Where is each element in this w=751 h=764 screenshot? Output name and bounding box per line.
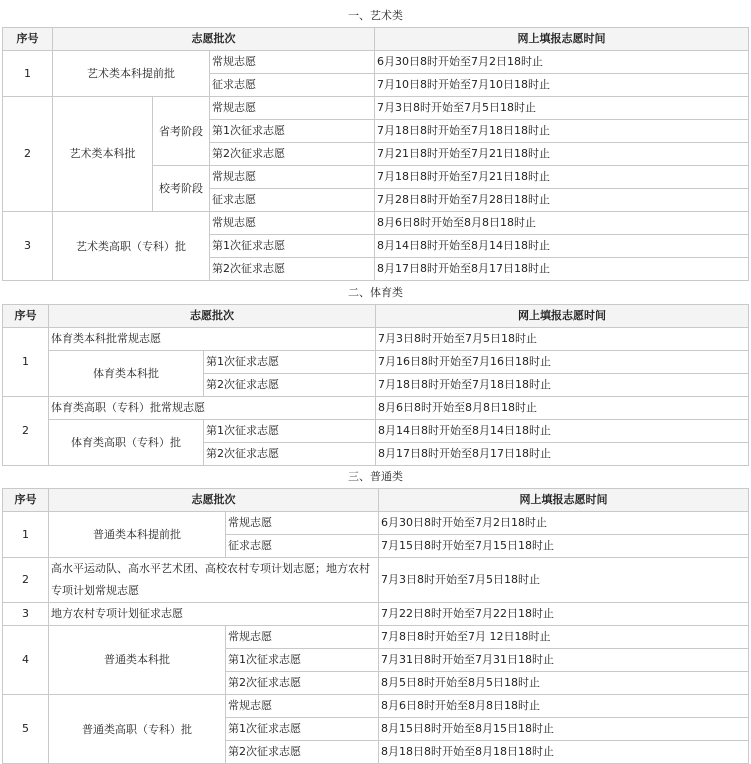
fill-time: 7月18日8时开始至7月18日18时止 <box>375 120 749 143</box>
art-section-title: 一、艺术类 <box>348 9 403 22</box>
volunteer-type: 第1次征求志愿 <box>204 420 376 443</box>
volunteer-type: 第2次征求志愿 <box>210 258 375 281</box>
fill-time: 8月6日8时开始至8月8日18时止 <box>376 397 749 420</box>
volunteer-type: 第2次征求志愿 <box>226 741 379 764</box>
volunteer-type: 常规志愿 <box>210 166 375 189</box>
volunteer-type: 常规志愿 <box>210 97 375 120</box>
table-row <box>3 397 749 420</box>
general-table <box>2 488 749 764</box>
batch-name: 普通类本科提前批 <box>49 512 226 558</box>
general-section-title: 三、普通类 <box>348 470 403 483</box>
header-time: 网上填报志愿时间 <box>375 28 749 51</box>
volunteer-type: 第2次征求志愿 <box>204 443 376 466</box>
fill-time: 7月21日8时开始至7月21日18时止 <box>375 143 749 166</box>
volunteer-type: 第1次征求志愿 <box>226 649 379 672</box>
volunteer-type: 常规志愿 <box>210 212 375 235</box>
volunteer-type: 征求志愿 <box>210 189 375 212</box>
batch-name: 艺术类本科批 <box>53 97 153 212</box>
fill-time: 8月6日8时开始至8月8日18时止 <box>379 695 749 718</box>
fill-time: 7月22日8时开始至7月22日18时止 <box>379 603 749 626</box>
batch-name: 普通类本科批 <box>49 626 226 695</box>
table-row <box>3 51 749 74</box>
header-no: 序号 <box>3 305 49 328</box>
volunteer-type: 第1次征求志愿 <box>210 120 375 143</box>
fill-time: 7月8日8时开始至7月 12日18时止 <box>379 626 749 649</box>
fill-time: 8月14日8时开始至8月14日18时止 <box>376 420 749 443</box>
volunteer-type: 第1次征求志愿 <box>204 351 376 374</box>
row-no: 1 <box>3 328 49 397</box>
fill-time: 7月16日8时开始至7月16日18时止 <box>376 351 749 374</box>
sport-section-title: 二、体育类 <box>348 286 403 299</box>
header-batch: 志愿批次 <box>53 28 375 51</box>
table-row <box>3 212 749 235</box>
art-table <box>2 27 749 281</box>
row-no: 1 <box>3 512 49 558</box>
table-row <box>3 97 749 120</box>
fill-time: 7月3日8时开始至7月5日18时止 <box>379 558 749 603</box>
fill-time: 7月3日8时开始至7月5日18时止 <box>376 328 749 351</box>
row-no: 2 <box>3 97 53 212</box>
batch-name: 体育类高职（专科）批常规志愿 <box>49 397 376 420</box>
volunteer-type: 征求志愿 <box>210 74 375 97</box>
header-batch: 志愿批次 <box>49 489 379 512</box>
row-no: 3 <box>3 212 53 281</box>
fill-time: 8月15日8时开始至8月15日18时止 <box>379 718 749 741</box>
table-row <box>3 328 749 351</box>
header-batch: 志愿批次 <box>49 305 376 328</box>
batch-name: 普通类高职（专科）批 <box>49 695 226 764</box>
batch-name: 体育类本科批常规志愿 <box>49 328 376 351</box>
batch-name: 艺术类高职（专科）批 <box>53 212 210 281</box>
fill-time: 7月28日8时开始至7月28日18时止 <box>375 189 749 212</box>
table-row <box>3 603 749 626</box>
table-row <box>3 695 749 718</box>
volunteer-type: 常规志愿 <box>210 51 375 74</box>
table-row <box>3 512 749 535</box>
fill-time: 6月30日8时开始至7月2日18时止 <box>379 512 749 535</box>
fill-time: 7月18日8时开始至7月21日18时止 <box>375 166 749 189</box>
table-header-row <box>3 305 749 328</box>
fill-time: 8月17日8时开始至8月17日18时止 <box>376 443 749 466</box>
volunteer-type: 第2次征求志愿 <box>226 672 379 695</box>
row-no: 2 <box>3 558 49 603</box>
row-no: 4 <box>3 626 49 695</box>
stage-name: 省考阶段 <box>153 97 210 166</box>
table-row <box>3 558 749 603</box>
fill-time: 8月5日8时开始至8月5日18时止 <box>379 672 749 695</box>
volunteer-type: 第2次征求志愿 <box>210 143 375 166</box>
batch-name: 体育类本科批 <box>49 351 204 397</box>
table-row <box>3 351 749 374</box>
volunteer-type: 第2次征求志愿 <box>204 374 376 397</box>
batch-name: 高水平运动队、高水平艺术团、高校农村专项计划志愿；地方农村专项计划常规志愿 <box>49 558 379 603</box>
row-no: 2 <box>3 397 49 466</box>
header-time: 网上填报志愿时间 <box>379 489 749 512</box>
fill-time: 8月14日8时开始至8月14日18时止 <box>375 235 749 258</box>
fill-time: 8月17日8时开始至8月17日18时止 <box>375 258 749 281</box>
header-no: 序号 <box>3 489 49 512</box>
fill-time: 7月10日8时开始至7月10日18时止 <box>375 74 749 97</box>
batch-name: 地方农村专项计划征求志愿 <box>49 603 379 626</box>
batch-name: 体育类高职（专科）批 <box>49 420 204 466</box>
volunteer-type: 常规志愿 <box>226 695 379 718</box>
table-row <box>3 420 749 443</box>
batch-name: 艺术类本科提前批 <box>53 51 210 97</box>
row-no: 3 <box>3 603 49 626</box>
fill-time: 6月30日8时开始至7月2日18时止 <box>375 51 749 74</box>
volunteer-type: 征求志愿 <box>226 535 379 558</box>
table-header-row <box>3 28 749 51</box>
row-no: 5 <box>3 695 49 764</box>
fill-time: 7月31日8时开始至7月31日18时止 <box>379 649 749 672</box>
volunteer-type: 常规志愿 <box>226 512 379 535</box>
fill-time: 8月6日8时开始至8月8日18时止 <box>375 212 749 235</box>
header-no: 序号 <box>3 28 53 51</box>
fill-time: 7月3日8时开始至7月5日18时止 <box>375 97 749 120</box>
header-time: 网上填报志愿时间 <box>376 305 749 328</box>
row-no: 1 <box>3 51 53 97</box>
fill-time: 8月18日8时开始至8月18日18时止 <box>379 741 749 764</box>
stage-name: 校考阶段 <box>153 166 210 212</box>
table-row <box>3 626 749 649</box>
volunteer-type: 第1次征求志愿 <box>226 718 379 741</box>
volunteer-type: 常规志愿 <box>226 626 379 649</box>
sport-table <box>2 304 749 466</box>
table-header-row <box>3 489 749 512</box>
fill-time: 7月18日8时开始至7月18日18时止 <box>376 374 749 397</box>
volunteer-type: 第1次征求志愿 <box>210 235 375 258</box>
fill-time: 7月15日8时开始至7月15日18时止 <box>379 535 749 558</box>
